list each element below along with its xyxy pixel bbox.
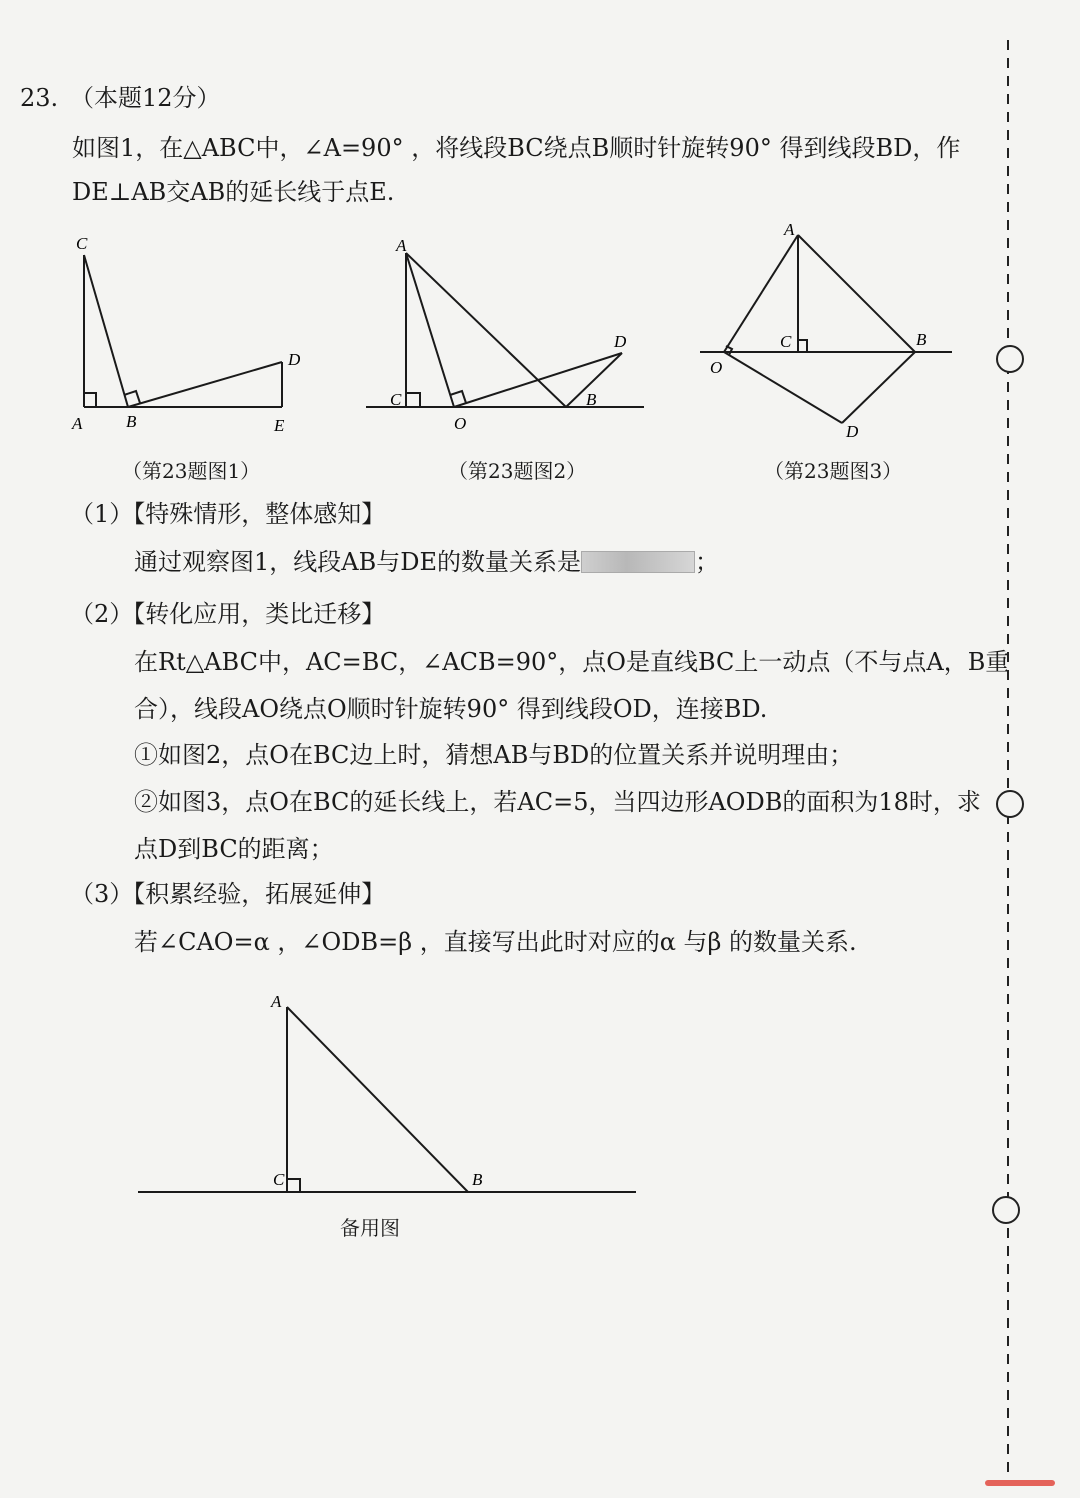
part2-line-2: 合），线段AO绕点O顺时针旋转90° 得到线段OD，连接BD. [134, 695, 768, 723]
fig2-caption: （第23题图2） [448, 459, 587, 483]
spare-figure [130, 985, 645, 1210]
part2-question-1: ①如图2，点O在BC边上时，猜想AB与BD的位置关系并说明理由； [134, 741, 854, 769]
binding-hole-1 [996, 345, 1024, 373]
fig1-label-a: A [72, 414, 83, 433]
fig3-label-c: C [780, 332, 792, 351]
intro-line-2: DE⊥AB交AB的延长线于点E. [72, 178, 395, 206]
question-number: 23. [20, 84, 59, 112]
part1-text-end: ； [695, 548, 719, 576]
binding-margin-line [1003, 40, 1013, 1480]
figure-3 [690, 215, 965, 445]
part3-question: 若∠CAO=α ，∠ODB=β ，直接写出此时对应的α 与β 的数量关系. [134, 928, 857, 956]
spare-label-a: A [271, 992, 282, 1011]
spare-caption: 备用图 [340, 1216, 400, 1240]
question-points: （本题12分） [70, 84, 221, 112]
part1-title: （1）【特殊情形，整体感知】 [70, 500, 386, 528]
spare-label-b: B [472, 1170, 483, 1189]
fig1-caption: （第23题图1） [122, 459, 261, 483]
part2-question-2-line-2: 点D到BC的距离； [134, 835, 334, 863]
fig2-label-o: O [454, 414, 467, 433]
fig3-label-b: B [916, 330, 927, 349]
part1-text: 通过观察图1，线段AB与DE的数量关系是 [134, 548, 581, 576]
fig3-label-d: D [846, 422, 859, 441]
fig3-label-a: A [784, 220, 795, 239]
part2-question-2-line-1: ②如图3，点O在BC的延长线上，若AC=5，当四边形AODB的面积为18时，求 [134, 788, 981, 816]
fig3-label-o: O [710, 358, 723, 377]
figure-1 [60, 225, 320, 440]
fig2-label-a: A [396, 236, 407, 255]
answer-blank [581, 551, 695, 573]
spare-label-c: C [273, 1170, 285, 1189]
fig3-caption: （第23题图3） [764, 459, 903, 483]
part1-question [134, 550, 719, 574]
part3-title: （3）【积累经验，拓展延伸】 [70, 880, 386, 908]
fig1-label-b: B [126, 412, 137, 431]
figure-2 [360, 225, 650, 440]
fig1-label-e: E [274, 416, 285, 435]
fig1-label-c: C [76, 234, 88, 253]
red-ink-mark [985, 1480, 1055, 1486]
intro-line-1: 如图1，在△ABC中，∠A=90° ，将线段BC绕点B顺时针旋转90° 得到线段BD，作 [72, 134, 961, 162]
part2-line-1: 在Rt△ABC中，AC=BC，∠ACB=90°，点O是直线BC上一动点（不与点A，B重 [134, 648, 1010, 676]
binding-hole-2 [996, 790, 1024, 818]
part2-title: （2）【转化应用，类比迁移】 [70, 600, 386, 628]
fig2-label-d: D [614, 332, 627, 351]
fig2-label-b: B [586, 390, 597, 409]
fig1-label-d: D [288, 350, 301, 369]
binding-hole-3 [992, 1196, 1020, 1224]
fig2-label-c: C [390, 390, 402, 409]
